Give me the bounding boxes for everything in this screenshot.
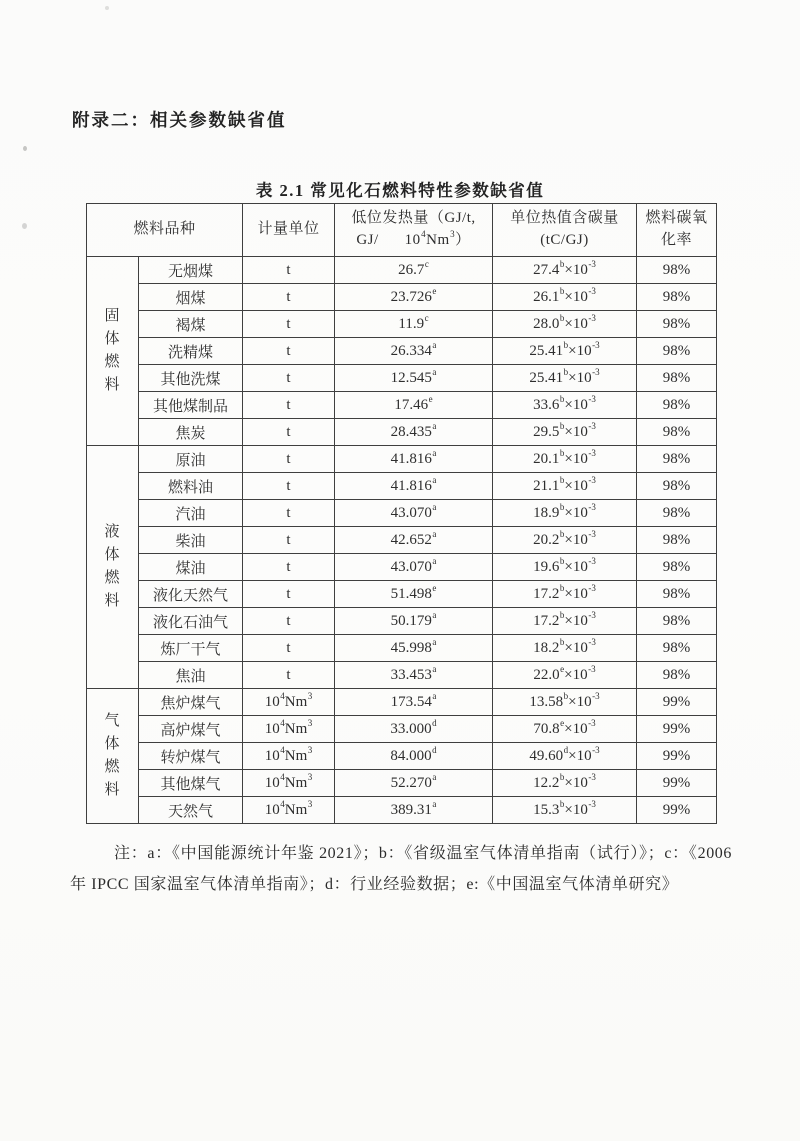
fuel-group-label [87, 257, 139, 446]
header-heating-value-line2 [335, 230, 492, 252]
table-row [87, 743, 717, 770]
unit-cell: t [243, 257, 335, 284]
heating-value-cell: 41.816$^a$ [335, 473, 493, 500]
fuel-group-text: 气体燃料 [104, 712, 121, 799]
oxidation-rate-cell: 99% [637, 743, 717, 770]
fuel-name-cell: 褐煤 [139, 311, 243, 338]
carbon-content-cell: $17.2^b\times 10^{-3}$ [493, 581, 637, 608]
fuel-parameters-table [86, 203, 717, 824]
heating-value-cell: 52.270$^a$ [335, 770, 493, 797]
heating-value-cell: 173.54$^a$ [335, 689, 493, 716]
fuel-group-label [87, 689, 139, 824]
table-row [87, 770, 717, 797]
heating-value-cell: 41.816$^a$ [335, 446, 493, 473]
heating-value-cell: 26.7$^c$ [335, 257, 493, 284]
oxidation-rate-cell: 99% [637, 689, 717, 716]
table-row [87, 500, 717, 527]
table-row [87, 446, 717, 473]
carbon-content-cell: $27.4^b\times 10^{-3}$ [493, 257, 637, 284]
header-unit: 计量单位 [243, 204, 335, 257]
table-row [87, 689, 717, 716]
table-row [87, 392, 717, 419]
table-row [87, 365, 717, 392]
fuel-name-cell: 煤油 [139, 554, 243, 581]
heating-value-cell: 12.545$^a$ [335, 365, 493, 392]
header-fuel-type: 燃料品种 [87, 204, 243, 257]
carbon-content-cell: $22.0^e\times 10^{-3}$ [493, 662, 637, 689]
carbon-content-cell: $20.1^b\times 10^{-3}$ [493, 446, 637, 473]
fuel-name-cell: 其他煤气 [139, 770, 243, 797]
header-oxidation-rate [637, 204, 717, 257]
fuel-name-cell: 汽油 [139, 500, 243, 527]
fuel-name-cell: 焦油 [139, 662, 243, 689]
oxidation-rate-cell: 98% [637, 554, 717, 581]
fuel-name-cell: 炼厂干气 [139, 635, 243, 662]
oxidation-rate-cell: 98% [637, 365, 717, 392]
unit-cell: $10^4Nm^3$ [243, 716, 335, 743]
fuel-name-cell: 高炉煤气 [139, 716, 243, 743]
fuel-group-label [87, 446, 139, 689]
table-row [87, 662, 717, 689]
fuel-name-cell: 天然气 [139, 797, 243, 824]
table-row [87, 419, 717, 446]
heating-value-cell: 84.000$^d$ [335, 743, 493, 770]
unit-cell: t [243, 581, 335, 608]
carbon-content-cell: $29.5^b\times 10^{-3}$ [493, 419, 637, 446]
oxidation-rate-cell: 99% [637, 797, 717, 824]
oxidation-rate-cell: 98% [637, 446, 717, 473]
unit-cell: t [243, 635, 335, 662]
header-carbon-content-line1: 单位热值含碳量 [510, 210, 619, 227]
table-row [87, 311, 717, 338]
fuel-name-cell: 液化石油气 [139, 608, 243, 635]
fuel-name-cell: 液化天然气 [139, 581, 243, 608]
table-row [87, 608, 717, 635]
unit-cell: $10^4Nm^3$ [243, 770, 335, 797]
carbon-content-cell: $33.6^b\times 10^{-3}$ [493, 392, 637, 419]
unit-cell: t [243, 419, 335, 446]
oxidation-rate-cell: 98% [637, 527, 717, 554]
table-row [87, 473, 717, 500]
table-row [87, 716, 717, 743]
oxidation-rate-cell: 98% [637, 311, 717, 338]
heating-value-cell: 43.070$^a$ [335, 500, 493, 527]
carbon-content-cell: $25.41^b\times 10^{-3}$ [493, 365, 637, 392]
unit-cell: $10^4Nm^3$ [243, 689, 335, 716]
heating-value-cell: 45.998$^a$ [335, 635, 493, 662]
fuel-name-cell: 其他洗煤 [139, 365, 243, 392]
header-heating-value [335, 204, 493, 257]
fuel-name-cell: 其他煤制品 [139, 392, 243, 419]
fuel-name-cell: 柴油 [139, 527, 243, 554]
header-heating-value-prefix: GJ/ [356, 232, 379, 248]
carbon-content-cell: $49.60^d\times 10^{-3}$ [493, 743, 637, 770]
heating-value-cell: 42.652$^a$ [335, 527, 493, 554]
header-oxidation-line1: 燃料碳氧 [645, 210, 708, 227]
fuel-name-cell: 无烟煤 [139, 257, 243, 284]
carbon-content-cell: $28.0^b\times 10^{-3}$ [493, 311, 637, 338]
oxidation-rate-cell: 98% [637, 392, 717, 419]
heating-value-cell: 33.000$^d$ [335, 716, 493, 743]
table-row [87, 554, 717, 581]
unit-cell: t [243, 527, 335, 554]
oxidation-rate-cell: 98% [637, 581, 717, 608]
carbon-content-cell: $70.8^e\times 10^{-3}$ [493, 716, 637, 743]
table-row [87, 581, 717, 608]
oxidation-rate-cell: 98% [637, 284, 717, 311]
oxidation-rate-cell: 99% [637, 716, 717, 743]
fuel-name-cell: 焦炉煤气 [139, 689, 243, 716]
unit-cell: t [243, 311, 335, 338]
appendix-heading: 附录二：相关参数缺省值 [72, 110, 287, 130]
heating-value-cell: 17.46e [335, 392, 493, 419]
unit-cell: t [243, 392, 335, 419]
unit-cell: t [243, 365, 335, 392]
oxidation-rate-cell: 98% [637, 608, 717, 635]
table-row [87, 284, 717, 311]
oxidation-rate-cell: 98% [637, 473, 717, 500]
oxidation-rate-cell: 98% [637, 257, 717, 284]
oxidation-rate-cell: 99% [637, 770, 717, 797]
heating-value-cell: 26.334$^a$ [335, 338, 493, 365]
header-heating-value-line1: 低位发热量（GJ/t, [351, 210, 476, 227]
source-note: 注：a：《中国能源统计年鉴 2021》；b：《省级温室气体清单指南（试行）》；c：《2006 年 IPCC 国家温室气体清单指南》；d：行业经验数据；e:《中国温室气体清单研究》 [70, 845, 732, 894]
fuel-name-cell: 烟煤 [139, 284, 243, 311]
header-oxidation-line2: 化率 [661, 232, 693, 248]
unit-cell: t [243, 338, 335, 365]
heating-value-cell: 50.179$^a$ [335, 608, 493, 635]
fuel-group-text: 固体燃料 [104, 307, 121, 394]
scan-artifact [23, 146, 27, 151]
oxidation-rate-cell: 98% [637, 500, 717, 527]
heating-value-cell: 11.9$^c$ [335, 311, 493, 338]
scan-artifact [22, 223, 27, 229]
table-row [87, 257, 717, 284]
heating-value-cell: 51.498e [335, 581, 493, 608]
table-row [87, 527, 717, 554]
unit-cell: t [243, 473, 335, 500]
header-heating-value-gas-unit: $10^4Nm^3$） [404, 229, 471, 248]
unit-cell: t [243, 554, 335, 581]
table-header [87, 204, 717, 257]
carbon-content-cell: $17.2^b\times 10^{-3}$ [493, 608, 637, 635]
carbon-content-cell: $18.9^b\times 10^{-3}$ [493, 500, 637, 527]
fuel-name-cell: 燃料油 [139, 473, 243, 500]
carbon-content-cell: $20.2^b\times 10^{-3}$ [493, 527, 637, 554]
unit-cell: $10^4Nm^3$ [243, 743, 335, 770]
unit-cell: t [243, 608, 335, 635]
fuel-table-body [87, 257, 717, 824]
scan-artifact [105, 6, 109, 10]
fuel-group-text: 液体燃料 [104, 523, 121, 610]
oxidation-rate-cell: 98% [637, 662, 717, 689]
fuel-name-cell: 转炉煤气 [139, 743, 243, 770]
carbon-content-cell: $18.2^b\times 10^{-3}$ [493, 635, 637, 662]
fuel-name-cell: 焦炭 [139, 419, 243, 446]
unit-cell: t [243, 446, 335, 473]
table-row [87, 338, 717, 365]
heating-value-cell: 28.435$^a$ [335, 419, 493, 446]
header-carbon-content-line2: (tC/GJ) [540, 232, 589, 248]
carbon-content-cell: $21.1^b\times 10^{-3}$ [493, 473, 637, 500]
oxidation-rate-cell: 98% [637, 338, 717, 365]
table-title: 表 2.1 常见化石燃料特性参数缺省值 [255, 181, 545, 200]
carbon-content-cell: $19.6^b\times 10^{-3}$ [493, 554, 637, 581]
heating-value-cell: 43.070$^a$ [335, 554, 493, 581]
carbon-content-cell: $25.41^b\times 10^{-3}$ [493, 338, 637, 365]
heating-value-cell: 33.453$^a$ [335, 662, 493, 689]
header-carbon-content [493, 204, 637, 257]
table-row [87, 797, 717, 824]
heating-value-cell: 23.726e [335, 284, 493, 311]
fuel-name-cell: 原油 [139, 446, 243, 473]
table-row [87, 635, 717, 662]
heating-value-cell: 389.31$^a$ [335, 797, 493, 824]
unit-cell: $10^4Nm^3$ [243, 797, 335, 824]
carbon-content-cell: $12.2^b\times 10^{-3}$ [493, 770, 637, 797]
unit-cell: t [243, 500, 335, 527]
carbon-content-cell: $15.3^b\times 10^{-3}$ [493, 797, 637, 824]
oxidation-rate-cell: 98% [637, 419, 717, 446]
carbon-content-cell: $13.58^b\times 10^{-3}$ [493, 689, 637, 716]
oxidation-rate-cell: 98% [637, 635, 717, 662]
fuel-name-cell: 洗精煤 [139, 338, 243, 365]
unit-cell: t [243, 662, 335, 689]
carbon-content-cell: $26.1^b\times 10^{-3}$ [493, 284, 637, 311]
unit-cell: t [243, 284, 335, 311]
